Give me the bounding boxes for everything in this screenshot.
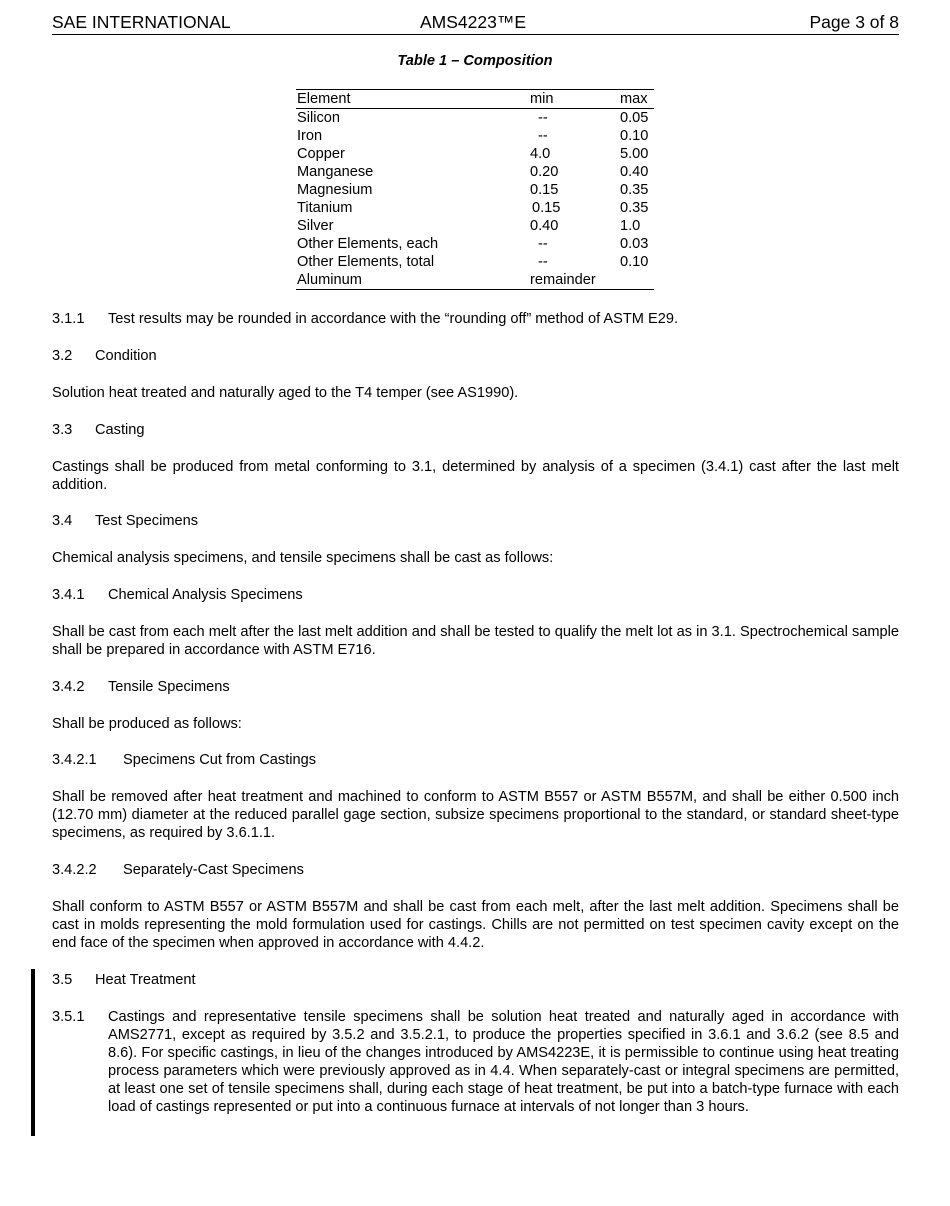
max-cell: 0.35 [620,182,649,198]
element-cell: Iron [297,128,323,144]
max-cell: 1.0 [620,218,641,234]
max-cell: 0.40 [620,164,649,180]
section-number: 3.2 [52,348,73,364]
section-number: 3.4.1 [52,587,85,603]
section-title: Separately-Cast Specimens [123,862,304,878]
section-3-4-1-heading [52,586,899,604]
section-number: 3.3 [52,422,73,438]
section-title: Heat Treatment [95,972,196,988]
min-cell: 0.15 [532,200,561,216]
min-cell: remainder [530,272,596,288]
table-row [296,199,654,217]
section-3-1-1 [52,310,899,328]
section-title: Tensile Specimens [108,679,230,695]
header-doc-id: AMS4223™E [420,12,527,32]
element-cell: Titanium [297,200,353,216]
section-title: Casting [95,422,145,438]
section-3-5-1-body: Castings and representative tensile specimens shall be solution heat treated and naturally aged in accordance with AMS2771, except as required by 3.5.2 and 3.5.2.1, to produce the properties specified in 3.6.1 and 3.6.2 (see 8.5 and 8.6). For specific castings, in lieu of the changes introduced by AMS4223E, it is permissible to continue using heat treating process parameters which were previously approved as in 4.4. When separately-cast or integral specimens are permitted, at least one set of tensile specimens shall, during each stage of heat treatment, be put into a batch-type furnace with each load of castings represented or put into a continuous furnace at intervals of not longer than 3 hours. [108,1009,899,1115]
max-cell: 0.03 [620,236,649,252]
min-cell: 0.20 [530,164,559,180]
max-cell: 0.35 [620,200,649,216]
table-row [296,109,654,127]
section-title: Specimens Cut from Castings [123,752,317,768]
section-number: 3.4.2 [52,679,85,695]
element-cell: Silicon [297,110,340,126]
section-3-4-2-2-heading [52,861,899,879]
table-row [296,163,654,181]
section-text: Test results may be rounded in accordance with the “rounding off” method of ASTM E29. [108,311,679,327]
section-number: 3.4.2.1 [52,752,97,768]
element-cell: Aluminum [297,272,362,288]
max-cell: 5.00 [620,146,649,162]
max-cell: 0.10 [620,254,649,270]
section-number: 3.4.2.2 [52,862,97,878]
section-3-5-1-number: 3.5.1 [52,1009,85,1025]
min-cell: 0.15 [530,182,559,198]
section-3-3-body: Castings shall be produced from metal conforming to 3.1, determined by analysis of a specimen (3.4.1) cast after the last melt addition. [52,459,899,493]
section-3-3-heading [52,421,899,439]
table-row [296,181,654,199]
section-title: Test Specimens [95,513,199,529]
table-header-row [296,90,654,109]
min-cell: -- [538,254,548,270]
table-row [296,271,654,289]
max-cell: 0.05 [620,110,649,126]
section-3-4-1-body: Shall be cast from each melt after the last melt addition and shall be tested to qualify the melt lot as in 3.1. Spectrochemical sample shall be prepared in accordance with ASTM E716. [52,624,899,658]
composition-table [296,89,654,290]
header-page-number: Page 3 of 8 [809,12,899,32]
section-3-4-2-2-body: Shall conform to ASTM B557 or ASTM B557M and shall be cast from each melt, after the last melt addition. Specimens shall be cast in molds representing the mold formulation used for castings. Chills are not permitted on test specimen cavity except on the end face of the specimen when approved in accordance with 4.4.2. [52,899,899,951]
section-title: Chemical Analysis Specimens [108,587,303,603]
header-org: SAE INTERNATIONAL [52,12,231,32]
element-cell: Magnesium [297,182,373,198]
min-cell: -- [538,236,548,252]
min-cell: -- [538,110,548,126]
table-row [296,253,654,271]
min-cell: 4.0 [530,146,551,162]
element-cell: Silver [297,218,334,234]
section-number: 3.5 [52,972,73,988]
min-cell: -- [538,128,548,144]
section-3-2-body: Solution heat treated and naturally aged to the T4 temper (see AS1990). [52,385,519,401]
element-cell: Other Elements, total [297,254,435,270]
section-number: 3.1.1 [52,311,85,327]
table-row [296,127,654,145]
table-row [296,235,654,253]
element-cell: Copper [297,146,345,162]
page-header [52,12,899,35]
section-3-4-2-1-body: Shall be removed after heat treatment and machined to conform to ASTM B557 or ASTM B557M, and shall be either 0.500 inch (12.70 mm) diameter at the reduced parallel gage section, subsize specimens proportional to the standard, or standard sheet-type specimens, as required by 3.6.1.1. [52,789,899,841]
min-cell: 0.40 [530,218,559,234]
element-cell: Other Elements, each [297,236,439,252]
section-3-4-body: Chemical analysis specimens, and tensile specimens shall be cast as follows: [52,550,554,566]
column-header-element: Element [297,91,351,107]
section-3-2-heading [52,347,899,365]
section-3-4-2-body: Shall be produced as follows: [52,716,242,732]
section-3-4-heading [52,512,899,530]
max-cell: 0.10 [620,128,649,144]
table-row [296,217,654,235]
column-header-max: max [620,91,648,107]
element-cell: Manganese [297,164,374,180]
table-title: Table 1 – Composition [397,53,553,69]
section-number: 3.4 [52,513,73,529]
table-row [296,145,654,163]
section-3-5-heading [52,971,899,989]
section-3-4-2-1-heading [52,751,899,769]
section-3-4-2-heading [52,678,899,696]
revision-change-bar [31,969,35,1136]
section-title: Condition [95,348,157,364]
column-header-min: min [530,91,554,107]
